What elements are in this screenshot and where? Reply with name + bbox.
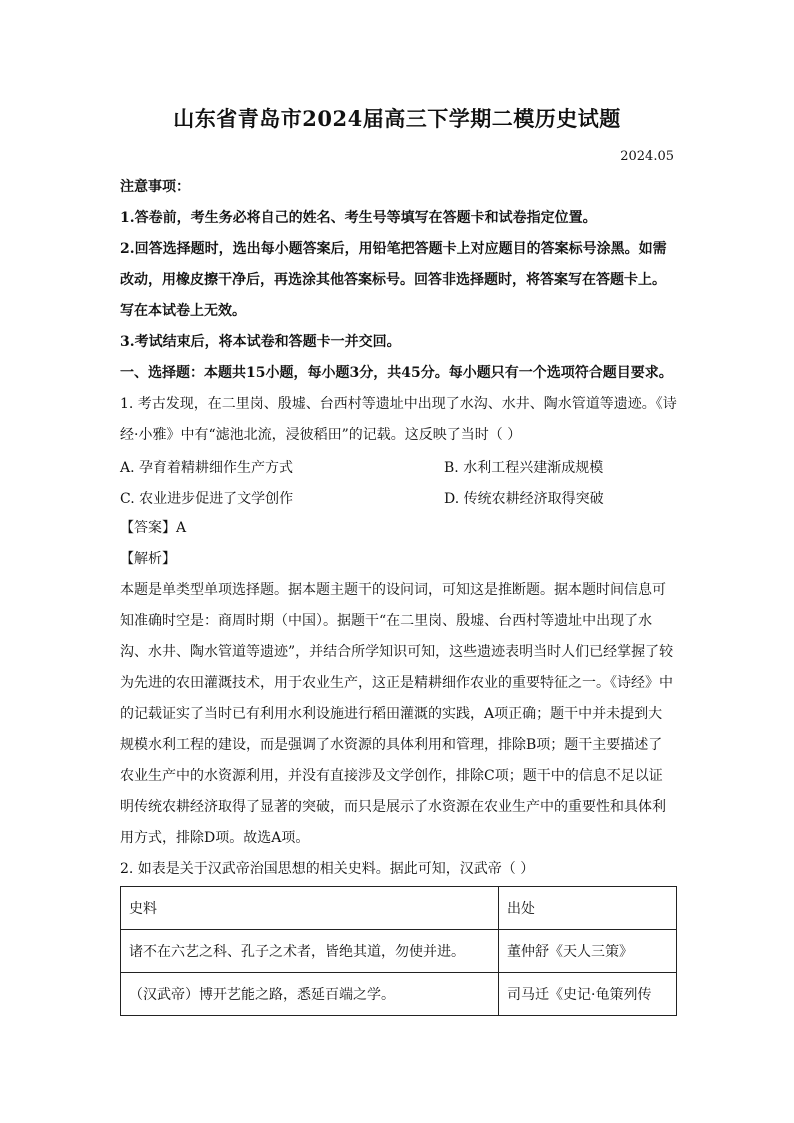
note-2-line-1: 2.回答选择题时，选出每小题答案后，用铅笔把答题卡上对应题目的答案标号涂黑。如需 bbox=[120, 241, 667, 257]
exam-date: 2024.05 bbox=[620, 149, 674, 164]
q1-analysis-line: 的记载证实了当时已有利用水利设施进行稻田灌溉的实践，A项正确；题干中并未提到大 bbox=[120, 706, 663, 722]
page-title: 山东省青岛市2024届高三下学期二模历史试题 bbox=[173, 106, 621, 131]
q2-source-table bbox=[120, 886, 677, 1016]
q1-analysis-line: 知准确时空是：商周时期（中国）。据题干“在二里岗、殷墟、台西村等遗址中出现了水 bbox=[120, 613, 653, 629]
table-header-origin: 出处 bbox=[499, 887, 677, 930]
q1-analysis-line: 用方式，排除D项。故选A项。 bbox=[120, 830, 310, 846]
q1-answer: 【答案】A bbox=[120, 520, 187, 536]
q1-analysis-line: 本题是单类型单项选择题。据本题主题干的设问词，可知这是推断题。据本题时间信息可 bbox=[120, 582, 666, 598]
q1-analysis-line: 为先进的农田灌溉技术，用于农业生产，这正是精耕细作农业的重要特征之一。《诗经》中 bbox=[120, 675, 673, 691]
note-2-line-3: 写在本试卷上无效。 bbox=[120, 303, 246, 319]
q1-analysis-line: 明传统农耕经济取得了显著的突破，而只是展示了水资源在农业生产中的重要性和具体利 bbox=[120, 799, 666, 815]
notes-heading: 注意事项： bbox=[120, 179, 190, 195]
q1-stem-line-1: 1. 考古发现，在二里岗、殷墟、台西村等遗址中出现了水沟、水井、陶水管道等遗迹。《诗 bbox=[120, 396, 677, 412]
q1-option-b: B. 水利工程兴建渐成规模 bbox=[444, 460, 604, 476]
table-header-source: 史料 bbox=[121, 887, 499, 930]
table-row bbox=[121, 973, 677, 1016]
table-cell: 司马迁《史记·龟策列传 bbox=[499, 973, 677, 1016]
table-header-row bbox=[121, 887, 677, 930]
q1-option-a: A. 孕育着精耕细作生产方式 bbox=[120, 460, 294, 476]
q2-stem: 2. 如表是关于汉武帝治国思想的相关史料。据此可知，汉武帝（ ） bbox=[120, 861, 535, 877]
q1-analysis-label: 【解析】 bbox=[120, 551, 176, 567]
table-row bbox=[121, 930, 677, 973]
table-cell: 董仲舒《天人三策》 bbox=[499, 930, 677, 973]
note-3: 3.考试结束后，将本试卷和答题卡一并交回。 bbox=[120, 334, 401, 350]
section-heading: 一、选择题：本题共15小题，每小题3分，共45分。每小题只有一个选项符合题目要求。 bbox=[120, 365, 673, 381]
q1-option-c: C. 农业进步促进了文学创作 bbox=[120, 491, 294, 507]
q1-analysis-line: 规模水利工程的建设，而是强调了水资源的具体利用和管理，排除B项；题干主要描述了 bbox=[120, 737, 663, 753]
table-cell: 诸不在六艺之科、孔子之术者，皆绝其道，勿使并进。 bbox=[121, 930, 499, 973]
q1-option-d: D. 传统农耕经济取得突破 bbox=[444, 491, 604, 507]
q1-analysis-line: 农业生产中的水资源利用，并没有直接涉及文学创作，排除C项；题干中的信息不足以证 bbox=[120, 768, 663, 784]
table-cell: （汉武帝）博开艺能之路，悉延百端之学。 bbox=[121, 973, 499, 1016]
note-2-line-2: 改动，用橡皮擦干净后，再选涂其他答案标号。回答非选择题时，将答案写在答题卡上。 bbox=[120, 272, 666, 288]
q1-analysis-line: 沟、水井、陶水管道等遗迹”，并结合所学知识可知，这些遗迹表明当时人们已经掌握了较 bbox=[120, 644, 674, 660]
q1-stem-line-2: 经·小雅》中有“滤池北流，浸彼稻田”的记载。这反映了当时（ ） bbox=[120, 427, 522, 443]
note-1: 1.答卷前，考生务必将自己的姓名、考生号等填写在答题卡和试卷指定位置。 bbox=[120, 210, 597, 226]
